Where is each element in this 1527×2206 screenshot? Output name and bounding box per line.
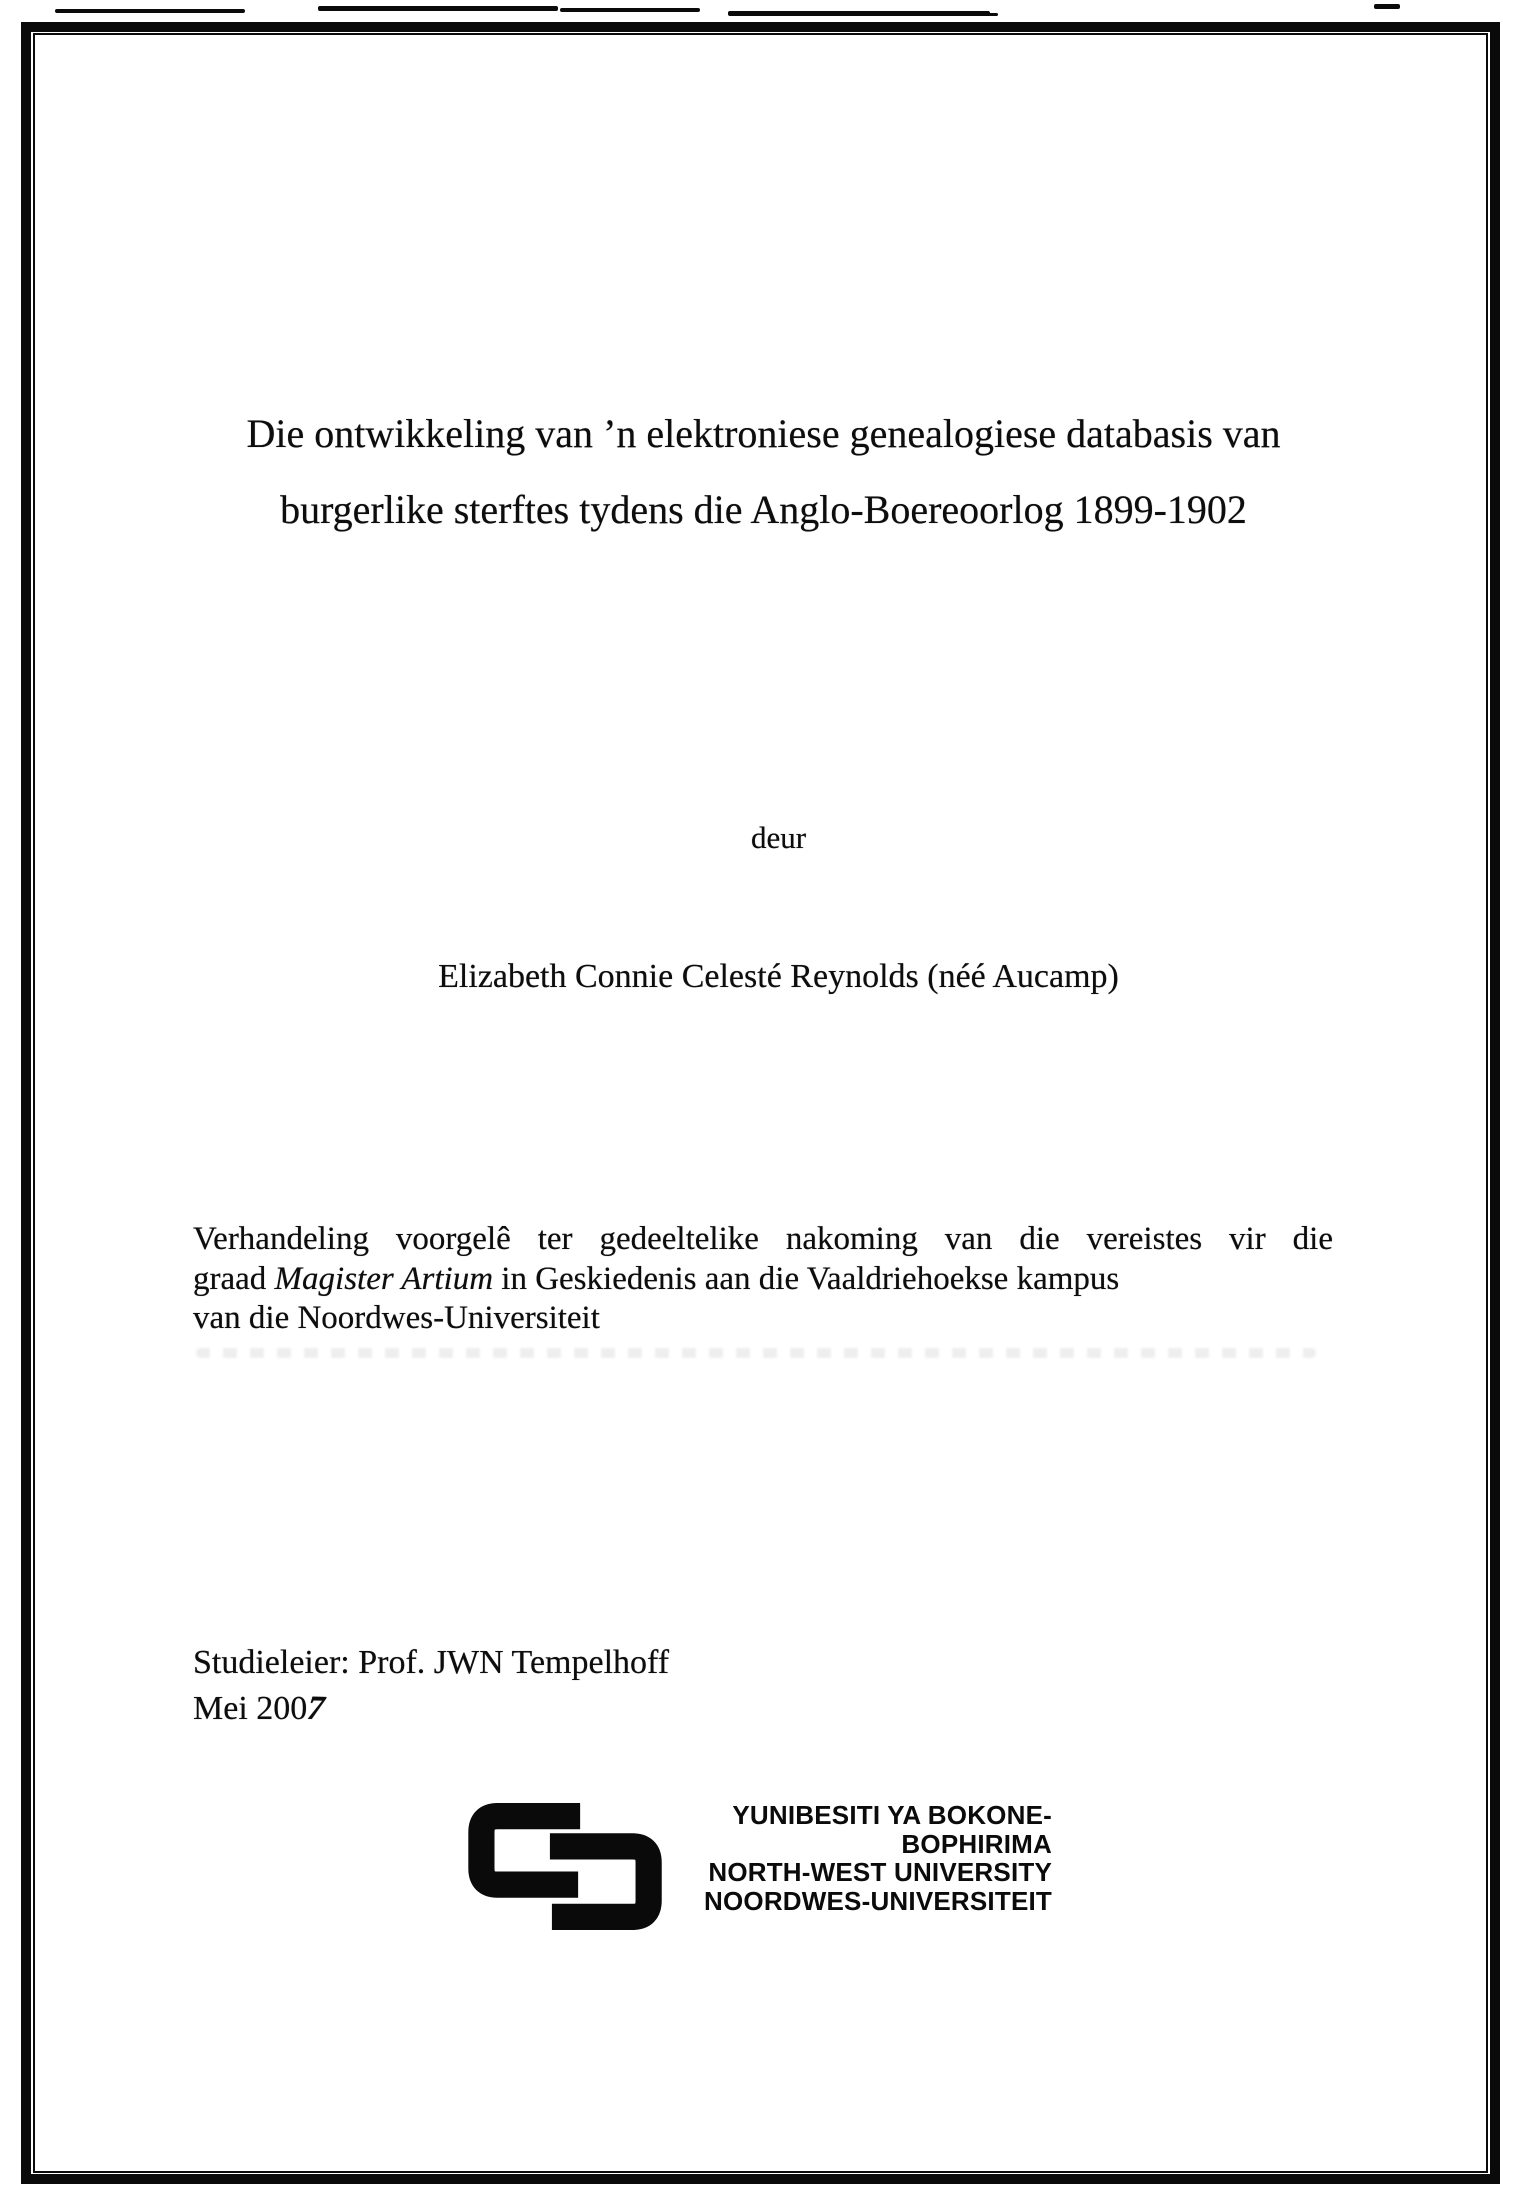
scan-artifact	[55, 9, 245, 13]
author-name: Elizabeth Connie Celesté Reynolds (néé Aucamp)	[438, 958, 1119, 995]
declaration-line-2-prefix: graad	[193, 1260, 275, 1297]
university-name-afrikaans: NOORDWES-UNIVERSITEIT	[704, 1885, 1052, 1916]
degree-declaration	[193, 1220, 1333, 1339]
university-wordmark	[590, 1801, 1052, 1915]
scan-artifact	[318, 6, 558, 11]
scan-artifact	[728, 11, 990, 16]
date-prefix: Mei 200	[193, 1690, 308, 1727]
supervisor-block	[193, 1640, 669, 1732]
declaration-line-3: van die Noordwes-Universiteit	[193, 1300, 600, 1336]
degree-name-italic: Magister Artium	[274, 1260, 494, 1297]
scan-artifact	[980, 13, 998, 16]
date-last-digit: 7	[302, 1689, 330, 1728]
declaration-line-1: Verhandeling voorgelê ter gedeeltelike nakoming van die vereistes vir die	[193, 1221, 1333, 1257]
declaration-line-2	[193, 1260, 1333, 1300]
thesis-title-line-2: burgerlike sterftes tydens die Anglo-Boereoorlog 1899-1902	[280, 487, 1247, 532]
university-name-setswana: YUNIBESITI YA BOKONE-BOPHIRIMA	[732, 1800, 1052, 1859]
scan-artifact	[1374, 4, 1400, 9]
scan-artifact	[560, 8, 700, 12]
thesis-title-line-1: Die ontwikkeling van ’n elektroniese genealogiese databasis van	[246, 411, 1281, 456]
supervisor-line: Studieleier: Prof. JWN Tempelhoff	[193, 1644, 670, 1681]
thesis-title	[40, 396, 1487, 548]
date-line	[193, 1686, 669, 1732]
university-name-english: NORTH-WEST UNIVERSITY	[708, 1857, 1052, 1887]
declaration-line-2-suffix: in Geskiedenis aan die Vaaldriehoekse kampus	[493, 1260, 1120, 1297]
byline-label: deur	[750, 820, 807, 855]
bleed-through-ghost-text	[196, 1348, 1316, 1358]
